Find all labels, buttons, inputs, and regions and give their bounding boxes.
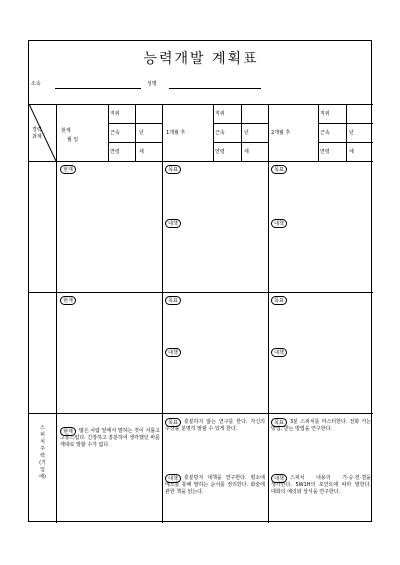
name-label: 성명	[147, 81, 157, 87]
sample-row-label: 스피치주력(기입예)	[39, 425, 46, 480]
corner-career-label: 경력	[32, 127, 42, 133]
after-1-month-label: 1개월 후	[166, 130, 186, 136]
goal-badge: 목표	[165, 296, 181, 305]
current-header-label: 현재	[61, 128, 71, 134]
measure-badge: 대책	[271, 348, 287, 357]
goal-badge: 목표	[271, 165, 287, 174]
goal-badge: 목표	[271, 296, 287, 305]
sample-goal-2-text: 3분 스피치를 마스터한다. 전화 거는 방법, 받는 방법을 연구한다.	[271, 419, 371, 432]
current-badge: 현재	[60, 165, 76, 174]
position-label: 직위	[110, 111, 120, 117]
form-title: 능력개발 계획표	[143, 51, 259, 67]
sample-current-text: 많은 사람 앞에서 말하는 것이 서툴고 고통스럽다. 긴장하고 흥분하여 생각했던 바를 제대로 말할 수가 없다.	[60, 428, 160, 448]
age-unit: 세	[349, 149, 354, 155]
tenure-label: 근속	[320, 130, 330, 136]
measure-badge: 대책	[165, 474, 181, 483]
sample-goal-1-text: 흥분하지 않는 연구를 한다. 자신의 주장을 분명히 말할 수 있게 한다.	[165, 419, 265, 432]
age-label: 연령	[215, 149, 225, 155]
development-plan-form	[28, 40, 372, 522]
affiliation-label: 소속	[31, 81, 41, 87]
measure-badge: 대책	[165, 219, 181, 228]
goal-badge: 목표	[165, 165, 181, 174]
age-unit: 세	[139, 149, 144, 155]
age-label: 연령	[320, 149, 330, 155]
sample-measure-1-text: 흥분방지 대책을 연구한다. 평소에 메모를 통해 말하는 순서를 정리한다. 화술에 관한 책을 읽는다.	[165, 475, 265, 495]
after-2-months-label: 2개월 후	[271, 130, 291, 136]
tenure-unit: 년	[139, 130, 144, 136]
age-unit: 세	[244, 149, 249, 155]
measure-badge: 대책	[165, 348, 181, 357]
tenure-label: 근속	[215, 130, 225, 136]
current-badge: 현재	[60, 427, 76, 436]
corner-task-label: 과제	[32, 134, 42, 140]
sample-measure-2-text: 스피치 내용의 기·승·전·결을 생각한다. 5W1H의 포인트에 따라 말한다. 대화의 예의와 상식을 연구한다.	[271, 475, 371, 495]
goal-badge: 목표	[271, 418, 287, 427]
tenure-unit: 년	[244, 130, 249, 136]
current-badge: 현재	[60, 296, 76, 305]
age-label: 연령	[110, 149, 120, 155]
measure-badge: 대책	[271, 219, 287, 228]
current-date-label: 월 일	[67, 137, 79, 143]
goal-badge: 목표	[165, 418, 181, 427]
tenure-label: 근속	[110, 130, 120, 136]
position-label: 직위	[215, 111, 225, 117]
tenure-unit: 년	[349, 130, 354, 136]
position-label: 직위	[320, 111, 330, 117]
measure-badge: 대책	[271, 474, 287, 483]
